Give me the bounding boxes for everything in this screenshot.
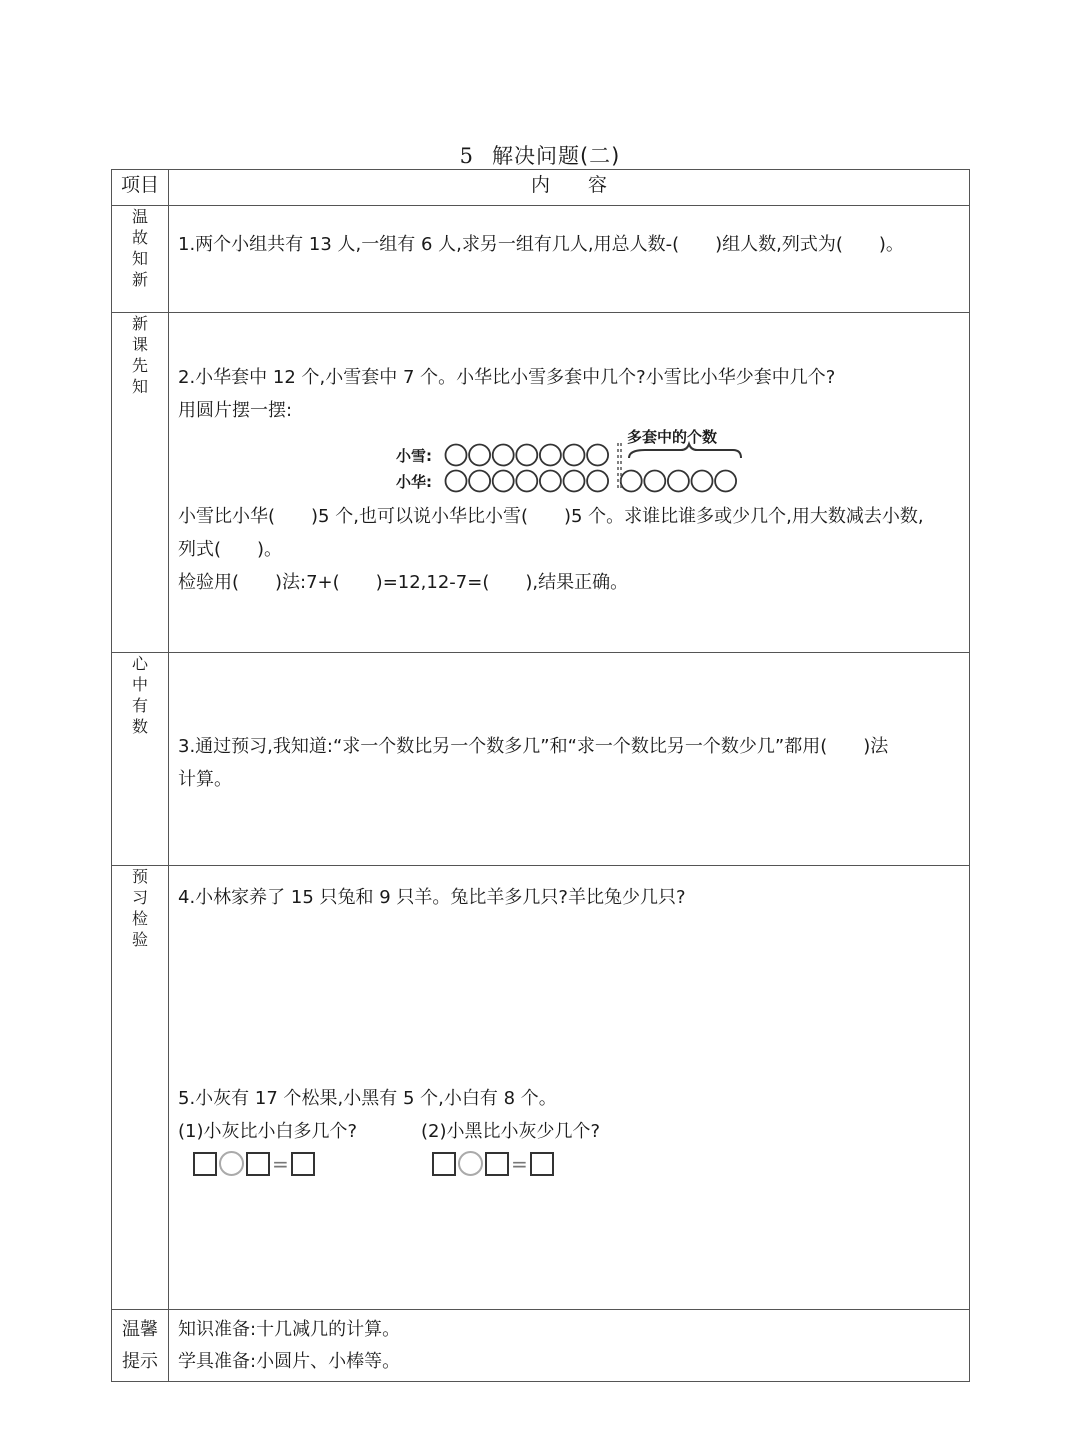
label-practice: 预习检验 — [131, 867, 148, 949]
counter-circle — [446, 445, 467, 466]
tip-tools: 学具准备:小圆片、小棒等。 — [178, 1351, 401, 1372]
row-summary — [112, 653, 970, 866]
label-tips-cell — [112, 1310, 169, 1382]
line-check: 检验用( )法:7+( )=12,12-7=( ),结果正确。 — [178, 572, 629, 593]
counter-circle — [644, 471, 665, 492]
question-4: 4.小林家养了 15 只兔和 9 只羊。兔比羊多几只?羊比兔少几只? — [178, 887, 686, 908]
counter-circle — [692, 471, 713, 492]
label-review-cell — [112, 206, 169, 313]
label-practice-cell — [112, 866, 169, 1310]
label-review: 温故知新 — [131, 207, 148, 289]
content-tips-cell — [169, 1310, 970, 1382]
counter-circle — [469, 471, 490, 492]
counter-circle — [715, 471, 736, 492]
answer-box[interactable] — [246, 1152, 270, 1176]
equals-sign: = — [272, 1151, 289, 1176]
label-tips-b: 提示 — [122, 1351, 158, 1372]
hua-circles — [446, 471, 737, 492]
content-review-cell — [169, 206, 970, 313]
label-tips-a: 温馨 — [122, 1319, 158, 1340]
answer-box[interactable] — [530, 1152, 554, 1176]
label-new-lesson: 新课先知 — [131, 314, 148, 396]
label-summary: 心中有数 — [131, 654, 148, 736]
row-review — [112, 206, 970, 313]
counter-figure — [169, 429, 969, 497]
figure-label-xue: 小雪: — [396, 447, 432, 465]
counter-circle — [493, 445, 514, 466]
line-compare: 小雪比小华( )5 个,也可以说小华比小雪( )5 个。求谁比谁多或少几个,用大数减去小数, — [178, 506, 924, 527]
counter-circle — [540, 471, 561, 492]
counter-circle — [587, 471, 608, 492]
figure-label-hua: 小华: — [396, 473, 432, 491]
counter-circle — [587, 445, 608, 466]
counter-circle — [516, 445, 537, 466]
question-5-2: (2)小黑比小灰少几个? — [421, 1121, 601, 1142]
counter-circle — [621, 471, 642, 492]
question-3-line2: 计算。 — [178, 769, 232, 790]
content-new-lesson-cell — [169, 313, 970, 653]
title-number: 5 — [459, 144, 474, 168]
worksheet-table — [111, 169, 970, 1382]
counter-circle — [516, 471, 537, 492]
label-new-lesson-cell — [112, 313, 169, 653]
tip-knowledge: 知识准备:十几减几的计算。 — [178, 1319, 401, 1340]
operator-circle[interactable] — [219, 1151, 244, 1176]
operator-circle[interactable] — [458, 1151, 483, 1176]
header-content-cell — [169, 170, 970, 206]
equation-blank-2[interactable] — [432, 1151, 554, 1176]
question-3-line1: 3.通过预习,我知道:“求一个数比另一个数多几”和“求一个数比另一个数少几”都用( )法 — [178, 736, 889, 757]
answer-box[interactable] — [485, 1152, 509, 1176]
brace-icon — [629, 444, 741, 458]
question-2: 2.小华套中 12 个,小雪套中 7 个。小华比小雪多套中几个?小雪比小华少套中几个? — [178, 367, 836, 388]
figure-brace-label: 多套中的个数 — [627, 428, 718, 446]
table-header-row — [112, 170, 970, 206]
counter-circle — [493, 471, 514, 492]
question-5: 5.小灰有 17 个松果,小黑有 5 个,小白有 8 个。 — [178, 1088, 557, 1109]
xue-circles — [446, 445, 609, 466]
counter-circle — [668, 471, 689, 492]
content-practice-cell — [169, 866, 970, 1310]
answer-box[interactable] — [193, 1152, 217, 1176]
row-practice — [112, 866, 970, 1310]
content-summary-cell — [169, 653, 970, 866]
answer-box[interactable] — [291, 1152, 315, 1176]
question-1: 1.两个小组共有 13 人,一组有 6 人,求另一组有几人,用总人数-( )组人数,列式为( )。 — [178, 234, 904, 255]
answer-box[interactable] — [432, 1152, 456, 1176]
row-tips — [112, 1310, 970, 1382]
title-text: 解决问题(二) — [491, 144, 621, 168]
instruction-arrange: 用圆片摆一摆: — [178, 400, 293, 421]
label-summary-cell — [112, 653, 169, 866]
counter-diagram — [169, 429, 969, 497]
counter-circle — [446, 471, 467, 492]
page-title — [0, 140, 1080, 170]
question-5-1: (1)小灰比小白多几个? — [178, 1121, 358, 1142]
counter-circle — [540, 445, 561, 466]
counter-circle — [469, 445, 490, 466]
row-new-lesson — [112, 313, 970, 653]
counter-circle — [564, 471, 585, 492]
header-content-label: 内 容 — [530, 174, 607, 196]
counter-circle — [564, 445, 585, 466]
line-formula: 列式( )。 — [178, 539, 283, 560]
equals-sign: = — [511, 1151, 528, 1176]
equation-blank-1[interactable] — [193, 1151, 315, 1176]
header-item-cell: 项目 — [112, 170, 169, 206]
